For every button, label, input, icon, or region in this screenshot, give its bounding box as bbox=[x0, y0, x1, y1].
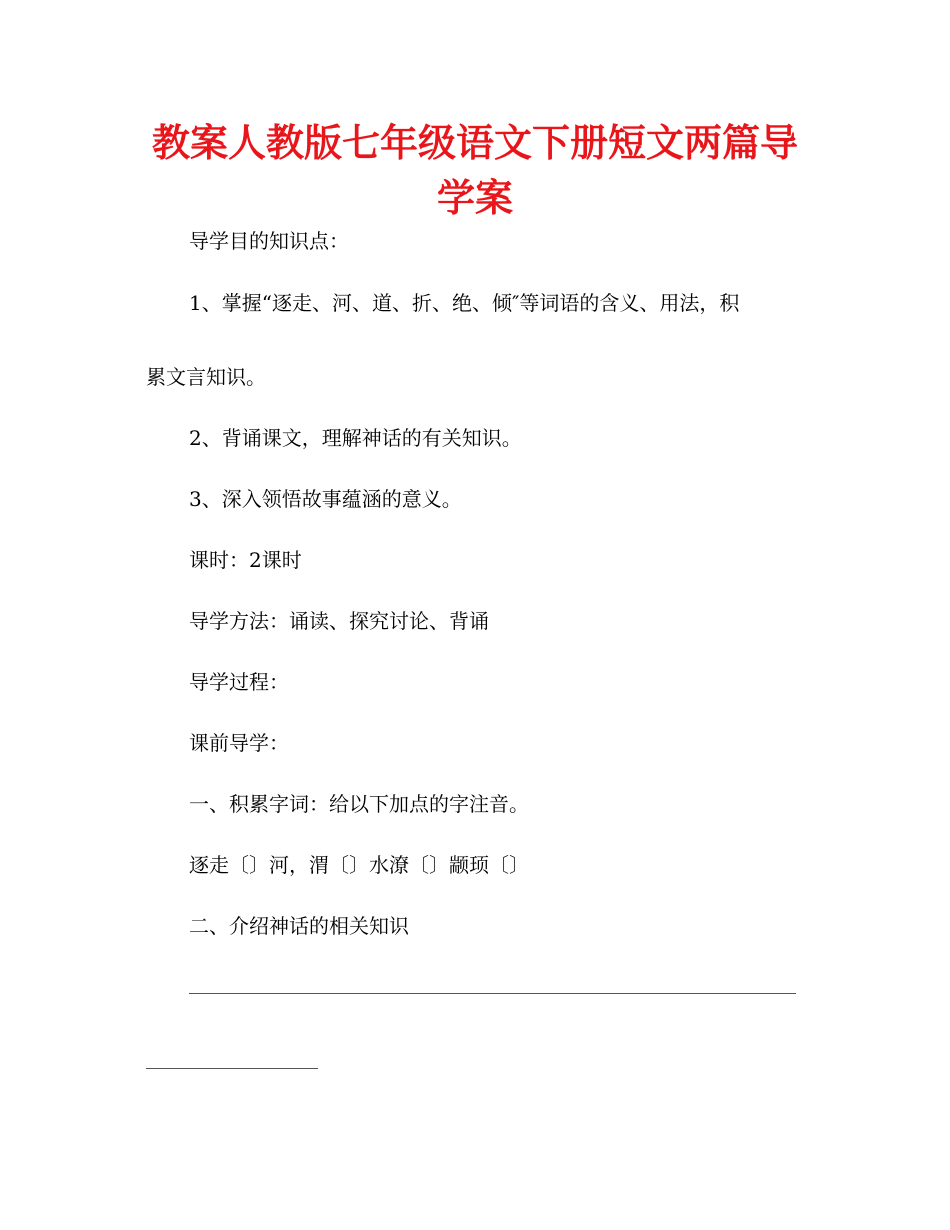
paragraph-objective-1: 1、掌握“逐走、河、道、折、绝、倾″等词语的含义、用法，积 bbox=[189, 291, 740, 315]
paragraph-objective-2: 2、背诵课文，理解神话的有关知识。 bbox=[189, 426, 522, 450]
answer-line bbox=[189, 993, 796, 994]
paragraph-process-heading: 导学过程： bbox=[189, 670, 289, 694]
paragraph-objectives-heading: 导学目的知识点： bbox=[189, 229, 349, 253]
paragraph-pinyin-blanks: 逐走〔〕河，渭〔〕水潦〔〕颛顼〔〕 bbox=[189, 853, 529, 877]
document-title: 教案人教版七年级语文下册短文两篇导学案 bbox=[151, 121, 798, 220]
paragraph-section-1: 一、积累字词：给以下加点的字注音。 bbox=[189, 792, 529, 816]
paragraph-section-2: 二、介绍神话的相关知识 bbox=[189, 914, 409, 938]
paragraph-class-hours: 课时：2课时 bbox=[189, 548, 302, 572]
answer-line-continued bbox=[146, 1068, 318, 1069]
paragraph-objective-3: 3、深入领悟故事蕴涵的意义。 bbox=[189, 487, 462, 511]
paragraph-pre-class-heading: 课前导学： bbox=[189, 731, 289, 755]
paragraph-objective-1-continued: 累文言知识。 bbox=[146, 365, 266, 389]
paragraph-methods: 导学方法：诵读、探究讨论、背诵 bbox=[189, 609, 489, 633]
